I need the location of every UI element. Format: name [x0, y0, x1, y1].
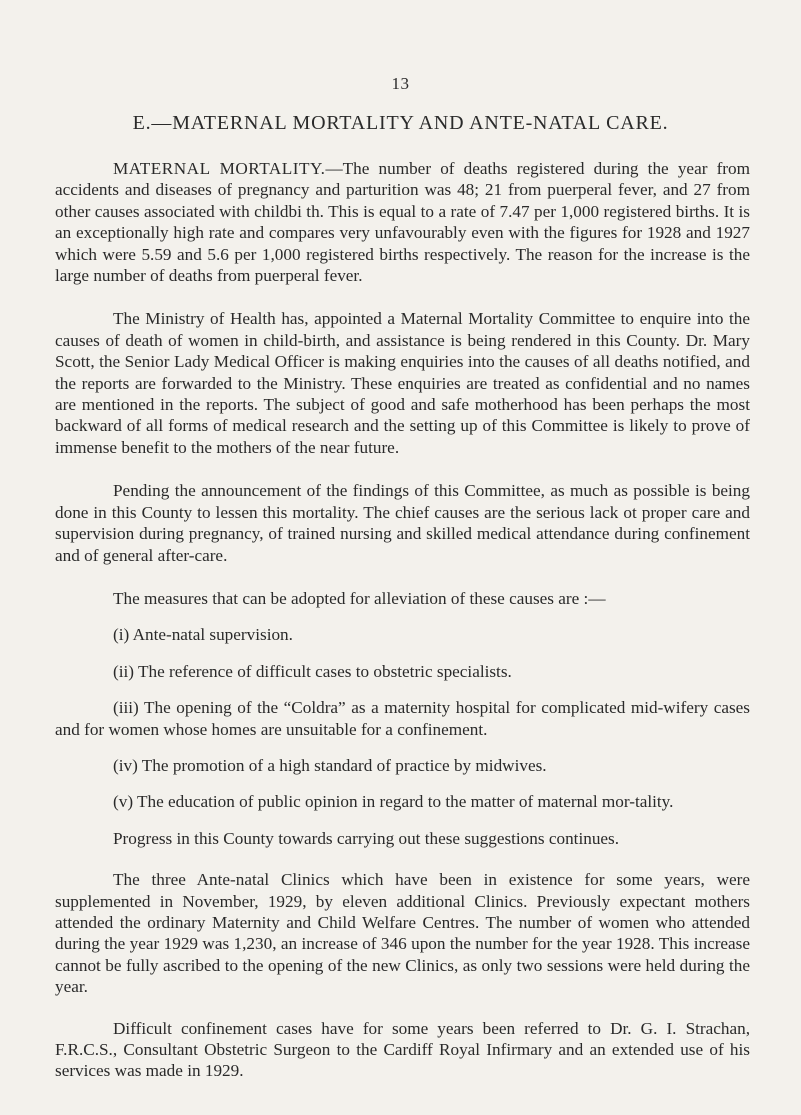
list-item: (iii) The opening of the “Coldra” as a maternity hospital for complicated mid-wifery cases and for women whose homes are unsuitable for a confinement.	[55, 698, 750, 739]
paragraph-pending-findings: Pending the announcement of the findings of this Committee, as much as possible is being done in this County to lessen this mortality. The chief causes are the serious lack ot proper care and supervision during pregnancy, of trained nursing and skilled medical attendance during confinement and of general after-care.	[55, 481, 750, 565]
paragraph-measures-intro: The measures that can be adopted for alleviation of these causes are :—	[113, 588, 606, 608]
paragraph-body: —The number of deaths registered during the year from accidents and diseases of pregnancy and parturition was 48; 21 from puerperal fever, and 27 from other causes associated with childbi th. This is equal to a rate of 7.47 per 1,000 registered births. It is an exceptionally high rate and compares very unfavourably even with the figures for 1928 and 1927 which were 5.59 and 5.6 per 1,000 registered births respectively. The reason for the increase is the large number of deaths from puerperal fever.	[55, 159, 750, 286]
paragraph-lead: MATERNAL MORTALITY.	[113, 159, 326, 178]
list-item: (i) Ante-natal supervision.	[113, 625, 293, 645]
body-text	[55, 158, 750, 1082]
paragraph-ministry-committee: The Ministry of Health has, appointed a Maternal Mortality Committee to enquire into the causes of death of women in child-birth, and assistance is being rendered in this County. Dr. Mary Scott, the Senior Lady Medical Officer is making enquiries into the causes of all deaths notified, and the reports are forwarded to the Ministry. These enquiries are treated as confidential and no names are mentioned in the reports. The subject of good and safe motherhood has been perhaps the most backward of all forms of medical research and the setting up of this Committee is likely to prove of immense benefit to the mothers of the near future.	[55, 309, 750, 457]
paragraph-ante-natal-clinics: The three Ante-natal Clinics which have been in existence for some years, were supplemented in November, 1929, by eleven additional Clinics. Previously expectant mothers attended the ordinary Maternity and Child Welfare Centres. The number of women who attended during the year 1929 was 1,230, an increase of 346 upon the number for the year 1928. This increase cannot be fully ascribed to the opening of the new Clinics, as only two sessions were held during the year.	[55, 870, 750, 997]
list-item: (ii) The reference of difficult cases to obstetric specialists.	[113, 661, 512, 681]
paragraph-progress: Progress in this County towards carrying out these suggestions continues.	[113, 828, 620, 848]
page-number: 13	[391, 74, 410, 93]
paragraph-difficult-cases: Difficult confinement cases have for some years been referred to Dr. G. I. Strachan, F.R.C.S., Consultant Obstetric Surgeon to the Cardiff Royal Infirmary and an extended use of his services was made in 1929.	[55, 1018, 750, 1081]
paragraph-maternal-mortality	[55, 158, 750, 286]
list-item: (v) The education of public opinion in regard to the matter of maternal mor-tality.	[113, 792, 674, 812]
section-heading: E.—MATERNAL MORTALITY AND ANTE-NATAL CARE.	[132, 112, 669, 134]
list-item: (iv) The promotion of a high standard of practice by midwives.	[113, 755, 547, 775]
